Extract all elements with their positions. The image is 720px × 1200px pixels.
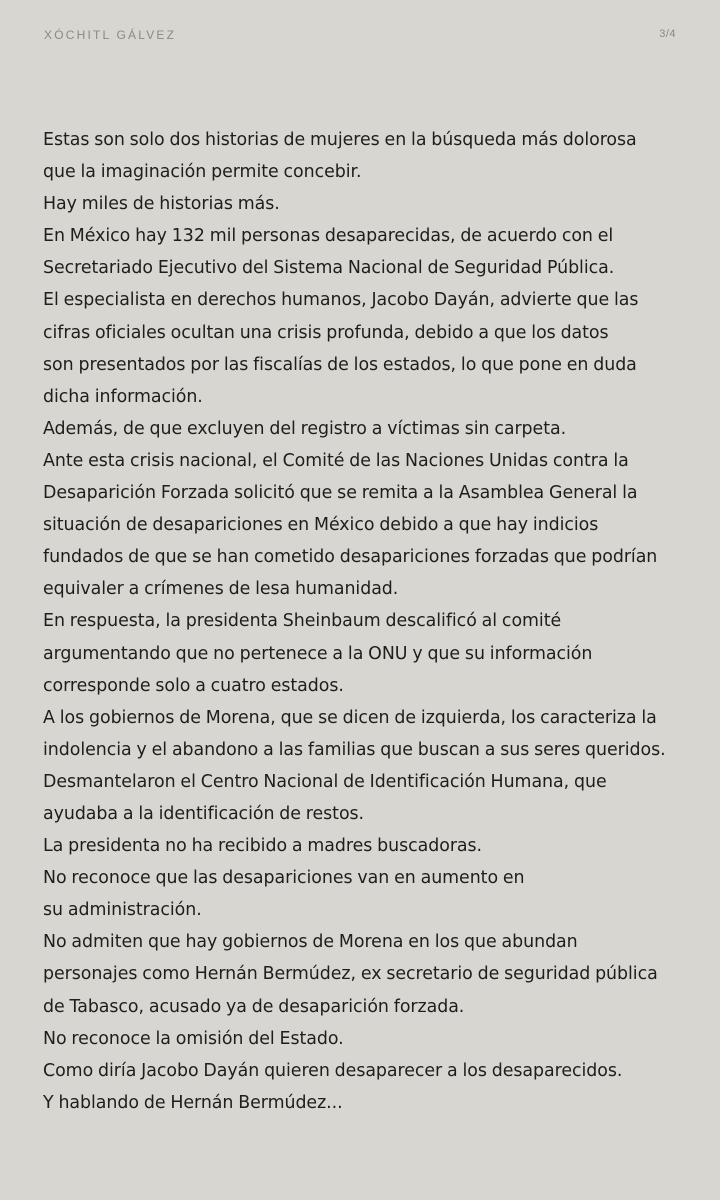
- text-line: personajes como Hernán Bermúdez, ex secretario de seguridad pública: [43, 964, 658, 985]
- text-line: Estas son solo dos historias de mujeres en la búsqueda más dolorosa: [43, 130, 637, 150]
- article-body: [43, 124, 683, 1119]
- text-line: Secretariado Ejecutivo del Sistema Nacional de Seguridad Pública.: [43, 258, 615, 279]
- text-line: indolencia y el abandono a las familias que buscan a sus seres queridos.: [43, 739, 666, 760]
- text-line: Desaparición Forzada solicitó que se remita a la Asamblea General la: [43, 483, 638, 504]
- text-line: corresponde solo a cuatro estados.: [43, 675, 344, 696]
- text-line: No reconoce que las desapariciones van en aumento en: [43, 868, 525, 889]
- text-line: No reconoce la omisión del Estado.: [43, 1028, 344, 1049]
- text-line: Además, de que excluyen del registro a víctimas sin carpeta.: [43, 418, 567, 439]
- text-line: son presentados por las fiscalías de los estados, lo que pone en duda: [43, 354, 637, 375]
- text-line: Como diría Jacobo Dayán quieren desaparecer a los desaparecidos.: [43, 1060, 623, 1081]
- text-line: su administración.: [43, 900, 202, 921]
- text-line: de Tabasco, acusado ya de desaparición forzada.: [43, 996, 465, 1017]
- text-line: A los gobiernos de Morena, que se dicen de izquierda, los caracteriza la: [43, 707, 657, 728]
- text-line: No admiten que hay gobiernos de Morena en los que abundan: [43, 932, 578, 953]
- text-line: ayudaba a la identificación de restos.: [43, 803, 365, 824]
- text-line: argumentando que no pertenece a la ONU y que su información: [43, 643, 593, 664]
- text-line: cifras oficiales ocultan una crisis profunda, debido a que los datos: [43, 322, 609, 343]
- text-line: Ante esta crisis nacional, el Comité de las Naciones Unidas contra la: [43, 450, 629, 471]
- page-header: [44, 28, 676, 48]
- text-line: Desmantelaron el Centro Nacional de Identificación Humana, que: [43, 771, 607, 792]
- text-line: En México hay 132 mil personas desaparecidas, de acuerdo con el: [43, 226, 614, 247]
- text-line: El especialista en derechos humanos, Jacobo Dayán, advierte que las: [43, 290, 639, 311]
- text-line: que la imaginación permite concebir.: [43, 162, 362, 183]
- text-line: dicha información.: [43, 386, 203, 407]
- text-line: En respuesta, la presidenta Sheinbaum descalificó al comité: [43, 611, 562, 632]
- author-name: XÓCHITL GÁLVEZ: [44, 28, 177, 42]
- page-indicator: 3/4: [659, 28, 676, 40]
- text-line: Y hablando de Hernán Bermúdez...: [43, 1092, 343, 1113]
- text-line: La presidenta no ha recibido a madres buscadoras.: [43, 836, 483, 857]
- text-line: situación de desapariciones en México debido a que hay indicios: [43, 515, 599, 536]
- text-line: equivaler a crímenes de lesa humanidad.: [43, 579, 399, 600]
- text-line: fundados de que se han cometido desapariciones forzadas que podrían: [43, 547, 658, 568]
- text-line: Hay miles de historias más.: [43, 194, 280, 215]
